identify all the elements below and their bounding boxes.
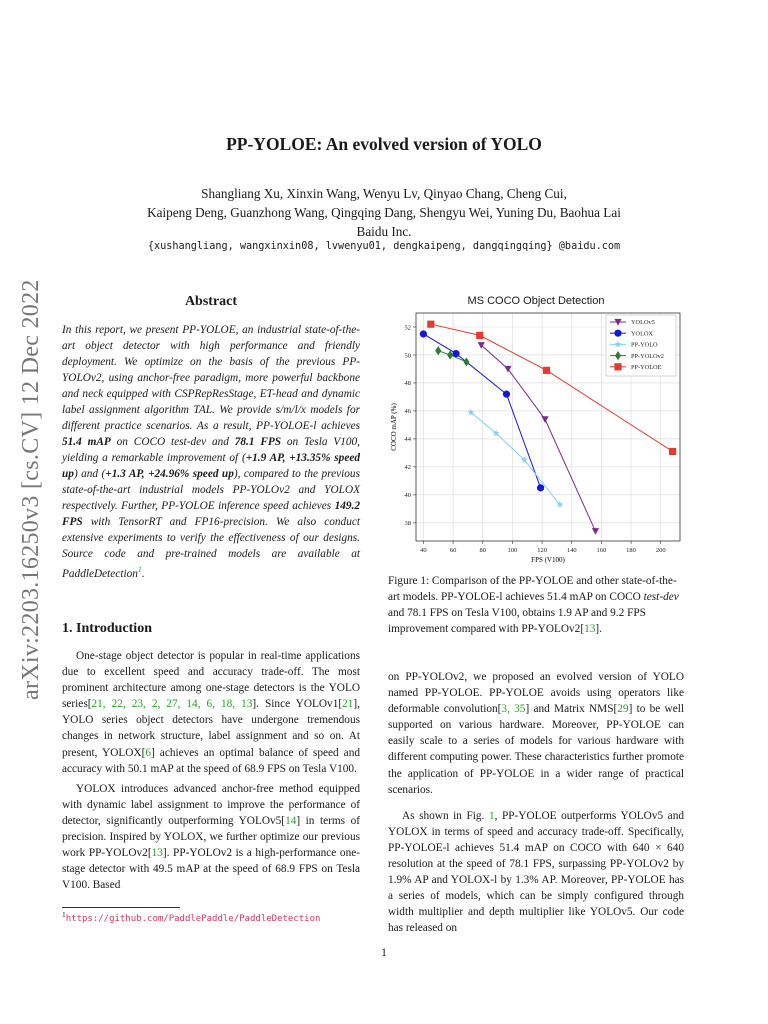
legend-label-yolox: YOLOX bbox=[631, 330, 654, 338]
x-tick-label: 80 bbox=[479, 547, 486, 554]
series-line-pp-yolo bbox=[471, 412, 560, 504]
figure-link[interactable]: 1 bbox=[488, 809, 495, 822]
citation-link[interactable]: 6 bbox=[145, 746, 152, 759]
intro-left-column bbox=[62, 648, 360, 893]
data-point-pp-yoloe bbox=[476, 332, 483, 339]
footnote-divider bbox=[62, 907, 180, 908]
intro-right-column bbox=[388, 669, 684, 937]
citation-link[interactable]: 13 bbox=[151, 847, 163, 860]
x-tick-label: 60 bbox=[449, 547, 457, 554]
x-axis-label: FPS (V100) bbox=[531, 556, 565, 564]
citation-link[interactable]: 21, 22, 23, 2, 27, 14, 6, 18, 13 bbox=[91, 698, 253, 711]
data-point-yolov5 bbox=[541, 416, 548, 423]
x-tick-label: 100 bbox=[507, 547, 518, 554]
y-tick-label: 50 bbox=[404, 352, 411, 360]
series-line-yolov5 bbox=[481, 345, 595, 531]
citation-link[interactable]: 21 bbox=[342, 698, 354, 711]
author-emails: {xushangliang, wangxinxin08, lvwenyu01, dengkaipeng, dangqingqing} @baidu.com bbox=[147, 241, 621, 252]
intro-paragraph-1: One-stage object detector is popular in real-time applications due to excellent speed and accuracy trade-off. The most prominent architecture among one-stage detectors is the YOLO series[21, 22, 23, 2, 27, 14, 6, 18, 13]. Since YOLOv1[21], YOLO series object detectors have undergone tremendous changes in network structure, label assignment and so on. At present, YOLOX[6] achieves an optimal balance of speed and accuracy with 50.1 mAP at the speed of 68.9 FPS on Tesla V100. bbox=[62, 650, 361, 775]
citation-link[interactable]: 14 bbox=[285, 814, 297, 827]
figure-caption: Figure 1: Comparison of the PP-YOLOE and other state-of-the-art models. PP-YOLOE-l achieves 51.4 mAP on COCO test-dev and 78.1 FPS on Tesla V100, obtains 1.9 AP and 9.2 FPS improvement compared with PP-YOLOv2[13]. bbox=[388, 575, 679, 635]
y-tick-label: 48 bbox=[404, 380, 411, 388]
y-tick-label: 42 bbox=[404, 464, 411, 472]
data-point-yolov5 bbox=[592, 528, 599, 535]
x-tick-label: 180 bbox=[626, 547, 636, 554]
page-number: 1 bbox=[381, 947, 387, 959]
citation-link[interactable]: 13 bbox=[584, 623, 596, 635]
data-point-yolox bbox=[420, 330, 427, 337]
legend-label-yolov5: YOLOv5 bbox=[631, 319, 655, 327]
x-tick-label: 40 bbox=[420, 547, 427, 554]
abstract-body: In this report, we present PP-YOLOE, an industrial state-of-the-art object detector with high performance and friendly deployment. We optimize on the basis of the previous PP-YOLOv2, using anchor-free paradigm, more powerful backbone and neck equipped with CSPRepResStage, ET-head and dynamic label assignment algorithm TAL. We provide s/m/l/x models for different practice scenarios. As a result, PP-YOLOE-l achieves 51.4 mAP on COCO test-dev and 78.1 FPS on Tesla V100, yielding a remarkable improvement of (+1.9 AP, +13.35% speed up) and (+1.3 AP, +24.96% speed up), compared to the previous state-of-the-art industrial models PP-YOLOv2 and YOLOX respectively. Further, PP-YOLOE inference speed achieves 149.2 FPS with TensorRT and FP16-precision. We also conduct extensive experiments to verify the effectiveness of our designs. Source code and pre-trained models are available at PaddleDetection$^1$. bbox=[62, 324, 360, 580]
data-point-yolox bbox=[503, 391, 510, 398]
footnote: $^1$https://github.com/PaddlePaddle/PaddleDetection bbox=[62, 910, 321, 924]
arxiv-identifier: arXiv:2203.16250v3 [cs.CV] 12 Dec 2022 bbox=[18, 279, 44, 700]
right-paragraph-1: on PP-YOLOv2, we proposed an evolved version of YOLO named PP-YOLOE. PP-YOLOE avoids using operators like deformable convolution[3, 35] and Matrix NMS[29] to be well supported on various hardware. Moreover, PP-YOLOE can easily scale to a series of models for various hardware with different computing power. These characteristics further promote the application of PP-YOLOE in a wider range of practical scenarios. bbox=[388, 671, 684, 796]
legend-label-pp-yolo: PP-YOLO bbox=[631, 341, 658, 349]
data-point-pp-yolov2 bbox=[463, 357, 469, 366]
coco-fps-chart bbox=[384, 305, 684, 565]
authors-line-2: Kaipeng Deng, Guanzhong Wang, Qingqing Dang, Shengyu Wei, Yuning Du, Baohua Lai bbox=[147, 205, 621, 220]
author-block bbox=[0, 184, 768, 241]
data-point-yolox bbox=[537, 484, 544, 491]
x-tick-label: 200 bbox=[655, 547, 666, 554]
authors-line-1: Shangliang Xu, Xinxin Wang, Wenyu Lv, Qinyao Chang, Cheng Cui, bbox=[201, 186, 567, 201]
legend-label-pp-yolov2: PP-YOLOv2 bbox=[631, 352, 664, 360]
affiliation: Baidu Inc. bbox=[356, 224, 412, 239]
y-tick-label: 46 bbox=[404, 408, 411, 416]
data-point-pp-yoloe bbox=[669, 448, 676, 455]
right-paragraph-2: As shown in Fig. 1, PP-YOLOE outperforms YOLOv5 and YOLOX in terms of speed and accuracy trade-off. Specifically, PP-YOLOE-l achieves 51.4 mAP on COCO with 640 × 640 resolution at the speed of 78.1 FPS, surpassing PP-YOLOv2 by 1.9% AP and YOLOX-l by 1.3% AP. Moreover, PP-YOLOE has a series of models, which can be simply configured through width multiplier and depth multiplier like YOLOv5. Our code has released on bbox=[388, 809, 684, 935]
intro-paragraph-2: YOLOX introduces advanced anchor-free method equipped with dynamic label assignment to improve the performance of detector, significantly outperforming YOLOv5[14] in terms of precision. Inspired by YOLOX, we further optimize our previous work PP-YOLOv2[13]. PP-YOLOv2 is a high-performance one-stage detector with 49.5 mAP at the speed of 68.9 FPS on Tesla V100. Based bbox=[62, 782, 361, 892]
introduction-heading: 1. Introduction bbox=[62, 621, 152, 636]
footnote-url-link[interactable]: https://github.com/PaddlePaddle/PaddleDetection bbox=[65, 914, 321, 924]
paper-title: PP-YOLOE: An evolved version of YOLO bbox=[226, 134, 542, 154]
legend-label-pp-yoloe: PP-YOLOE bbox=[631, 364, 662, 371]
x-tick-label: 140 bbox=[566, 547, 577, 554]
abstract-heading: Abstract bbox=[184, 294, 238, 309]
legend-marker-yolox bbox=[614, 330, 621, 337]
footnote-ref[interactable]: 1 bbox=[137, 565, 142, 574]
y-tick-label: 52 bbox=[404, 324, 411, 332]
legend-marker-pp-yoloe bbox=[614, 363, 621, 370]
data-point-pp-yolov2 bbox=[435, 346, 441, 355]
citation-link[interactable]: 3, 35 bbox=[501, 703, 526, 716]
y-axis-label: COCO mAP (%) bbox=[390, 403, 398, 451]
y-tick-label: 40 bbox=[404, 492, 411, 500]
x-tick-label: 120 bbox=[537, 547, 547, 554]
chart-legend bbox=[606, 315, 676, 376]
chart-title: MS COCO Object Detection bbox=[467, 295, 605, 307]
y-tick-label: 38 bbox=[404, 520, 411, 528]
y-tick-label: 44 bbox=[404, 436, 411, 444]
data-point-pp-yoloe bbox=[427, 321, 434, 328]
series-line-pp-yolov2 bbox=[438, 351, 466, 362]
x-tick-label: 160 bbox=[596, 547, 607, 554]
citation-link[interactable]: 29 bbox=[617, 703, 629, 716]
data-point-pp-yoloe bbox=[543, 367, 550, 374]
